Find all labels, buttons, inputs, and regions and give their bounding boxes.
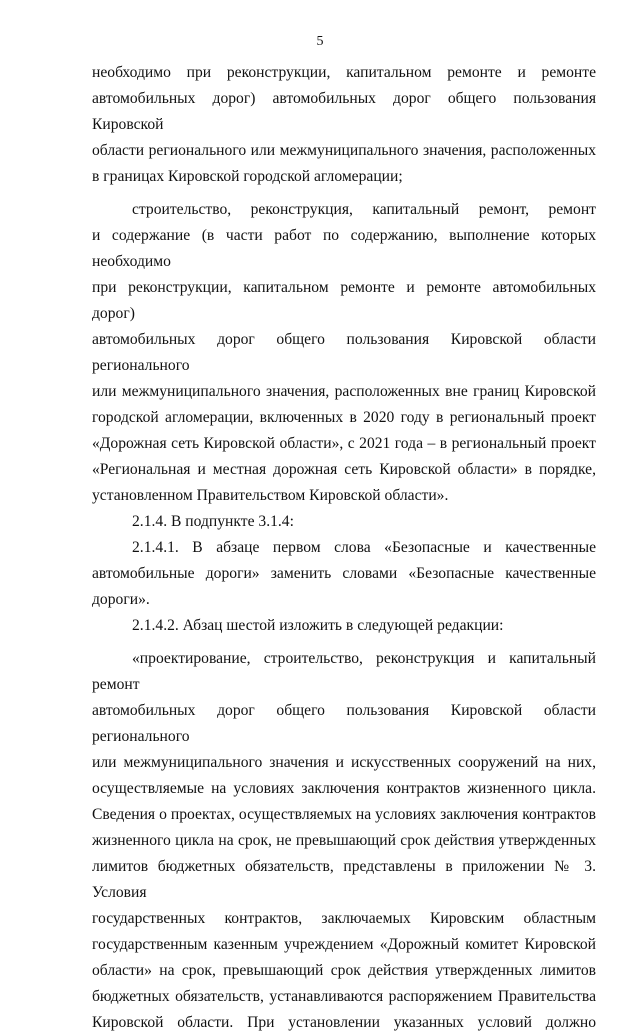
text-line: автомобильных дорог общего пользования Кировской области регионального (92, 331, 596, 374)
text-line: осуществляемые на условиях заключения контрактов жизненного цикла. (92, 780, 596, 797)
text-line: городской агломерации, включенных в 2020 году в региональный проект (92, 409, 596, 426)
text-line: строительство, реконструкция, капитальный ремонт, ремонт (132, 201, 596, 218)
paragraph-subclause-2-1-4 (92, 509, 596, 535)
text-line: Сведения о проектах, осуществляемых на условиях заключения контрактов (92, 806, 596, 823)
text-line: государственных контрактов, заключаемых Кировским областным (92, 910, 596, 927)
paragraph-construction (92, 197, 596, 509)
text-line: бюджетных обязательств, устанавливаются распоряжением Правительства (92, 988, 596, 1005)
text-line: 2.1.4. В подпункте 3.1.4: (132, 513, 294, 530)
text-line: жизненного цикла на срок, не превышающий срок действия утвержденных (92, 832, 596, 849)
document-body (92, 60, 596, 1036)
text-line: государственным казенным учреждением «Дорожный комитет Кировской (92, 936, 596, 953)
text-line: «проектирование, строительство, реконструкция и капитальный ремонт (92, 650, 596, 693)
text-line: или межмуниципального значения, расположенных вне границ Кировской (92, 383, 596, 400)
text-line: 2.1.4.1. В абзаце первом слова «Безопасные и качественные (132, 539, 596, 556)
text-line: области регионального или межмуниципального значения, расположенных (92, 142, 596, 159)
text-line: «Региональная и местная дорожная сеть Кировской области» в порядке, (92, 461, 596, 478)
text-line: установленном Правительством Кировской области». (92, 487, 449, 504)
text-line: области» на срок, превышающий срок действия утвержденных лимитов (92, 962, 596, 979)
text-line: автомобильных дорог общего пользования Кировской области регионального (92, 702, 596, 745)
text-line: лимитов бюджетных обязательств, представлены в приложении № 3. Условия (92, 858, 596, 901)
paragraph-subclause-2-1-4-1 (92, 535, 596, 613)
text-line: и содержание (в части работ по содержанию, выполнение которых необходимо (92, 227, 596, 270)
paragraph-subclause-2-1-4-2 (92, 613, 596, 639)
text-line: автомобильные дороги» заменить словами «Безопасные качественные дороги». (92, 565, 596, 608)
paragraph-continuation (92, 60, 596, 190)
text-line: автомобильных дорог) автомобильных дорог общего пользования Кировской (92, 90, 596, 133)
text-line: или межмуниципального значения и искусственных сооружений на них, (92, 754, 596, 771)
text-line: в границах Кировской городской агломерации; (92, 168, 403, 185)
text-line: «Дорожная сеть Кировской области», с 2021 года – в региональный проект (92, 435, 596, 452)
text-line: 2.1.4.2. Абзац шестой изложить в следующей редакции: (132, 617, 504, 634)
text-line: при реконструкции, капитальном ремонте и ремонте автомобильных дорог) (92, 279, 596, 322)
page-number: 5 (316, 34, 324, 49)
text-line: необходимо при реконструкции, капитальном ремонте и ремонте (92, 64, 596, 81)
paragraph-new-wording (92, 646, 596, 1036)
text-line: Кировской области. При установлении указанных условий должно (92, 1014, 596, 1031)
